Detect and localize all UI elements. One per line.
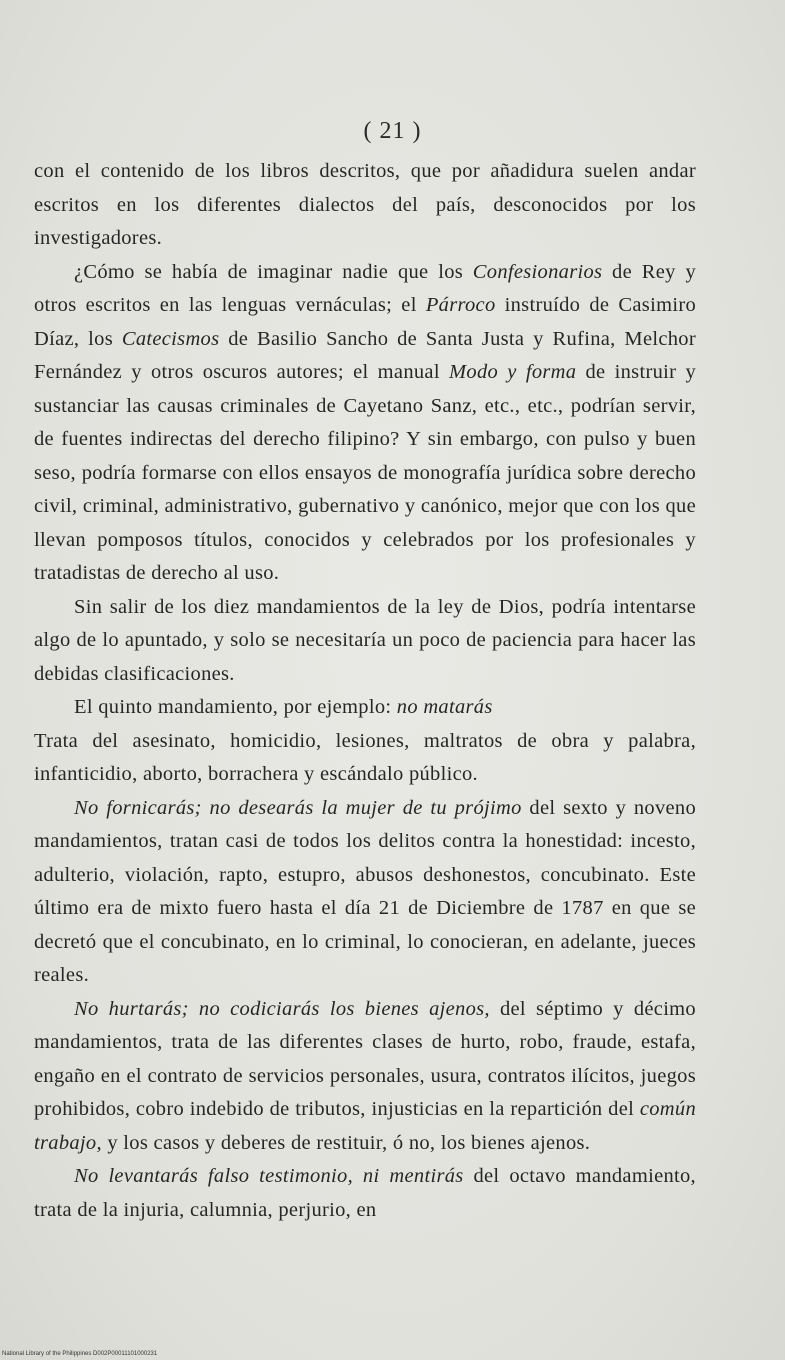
text-run: de instruir y sustanciar las causas criminales de Cayetano Sanz, etc., etc., podrían servir, de fuentes indirectas del derecho filipino? Y sin embargo, con pulso y buen seso, podría formarse con ellos ensayos de monografía jurídica sobre derecho civil, criminal, administrativo, gubernativo y canónico, mejor que con los que llevan pomposos títulos, conocidos y celebrados por los profesionales y tratadistas de derecho al uso. xyxy=(34,361,696,584)
paragraph-p6 xyxy=(34,993,696,1161)
scan-footer: National Library of the Philippines D002P00011101000231 xyxy=(2,1351,158,1357)
italic-text: común trabajo, xyxy=(34,1098,696,1154)
italic-text: No levantarás falso testimonio, ni mentirás xyxy=(74,1165,464,1187)
text-run: instruído de Casimiro Díaz, los xyxy=(34,294,696,350)
text-run: del séptimo y décimo mandamientos, trata de las diferentes clases de hurto, robo, fraude, estafa, engaño en el contrato de servicios personales, usura, contratos ilícitos, juegos prohibidos, cobro indebido de tributos, injusticias en la repartición del xyxy=(34,997,696,1120)
text-run: y los casos y deberes de restituir, ó no, los bienes ajenos. xyxy=(101,1131,591,1154)
italic-text: no matarás xyxy=(396,696,493,718)
text-run: El quinto mandamiento, por ejemplo: xyxy=(74,696,397,718)
italic-text: Párroco xyxy=(425,294,496,316)
italic-text: Catecismos xyxy=(121,327,220,350)
page-number: ( 21 ) xyxy=(363,118,422,144)
italic-text: No fornicarás; no desearás la mujer de tu prójimo xyxy=(74,796,522,819)
paragraph-p3 xyxy=(34,691,696,725)
paragraph-p0 xyxy=(34,155,696,256)
italic-text: No hurtarás; no codiciarás los bienes ajenos, xyxy=(74,997,490,1020)
italic-text: Confesionarios xyxy=(472,260,603,283)
body-text xyxy=(34,155,696,1227)
text-run: con el contenido de los libros descritos, que por añadidura suelen andar escritos en los diferentes dialectos del país, desconocidos por los investigadores. xyxy=(34,160,696,249)
paragraph-p7 xyxy=(34,1160,696,1227)
text-run: de Rey y otros escritos en las lenguas vernáculas; el xyxy=(34,260,696,316)
text-run: Sin salir de los diez mandamientos de la ley de Dios, podría intentarse algo de lo apuntado, y solo se necesitaría un poco de paciencia para hacer las debidas clasificaciones. xyxy=(34,595,696,685)
text-run: de Basilio Sancho de Santa Justa y Rufina, Melchor Fernández y otros oscuros autores; el manual xyxy=(34,327,696,383)
paragraph-p5 xyxy=(34,792,696,993)
paragraph-p2 xyxy=(34,591,696,692)
paragraph-p1 xyxy=(34,256,696,591)
paragraph-p4 xyxy=(34,725,696,792)
text-run: Trata del asesinato, homicidio, lesiones, maltratos de obra y palabra, infanticidio, aborto, borrachera y escándalo público. xyxy=(34,729,696,785)
text-run: del octavo mandamiento, trata de la injuria, calumnia, perjurio, en xyxy=(34,1165,696,1221)
text-run: del sexto y noveno mandamientos, tratan casi de todos los delitos contra la honestidad: incesto, adulterio, violación, rapto, estupro, abusos deshonestos, concubinato. Este último era de mixto fuero hasta el día 21 de Diciembre de 1787 en que se decretó que el concubinato, en lo criminal, lo conocieran, en adelante, jueces reales. xyxy=(34,796,696,986)
text-run: ¿Cómo se había de imaginar nadie que los xyxy=(74,260,473,283)
italic-text: Modo y forma xyxy=(449,361,577,383)
